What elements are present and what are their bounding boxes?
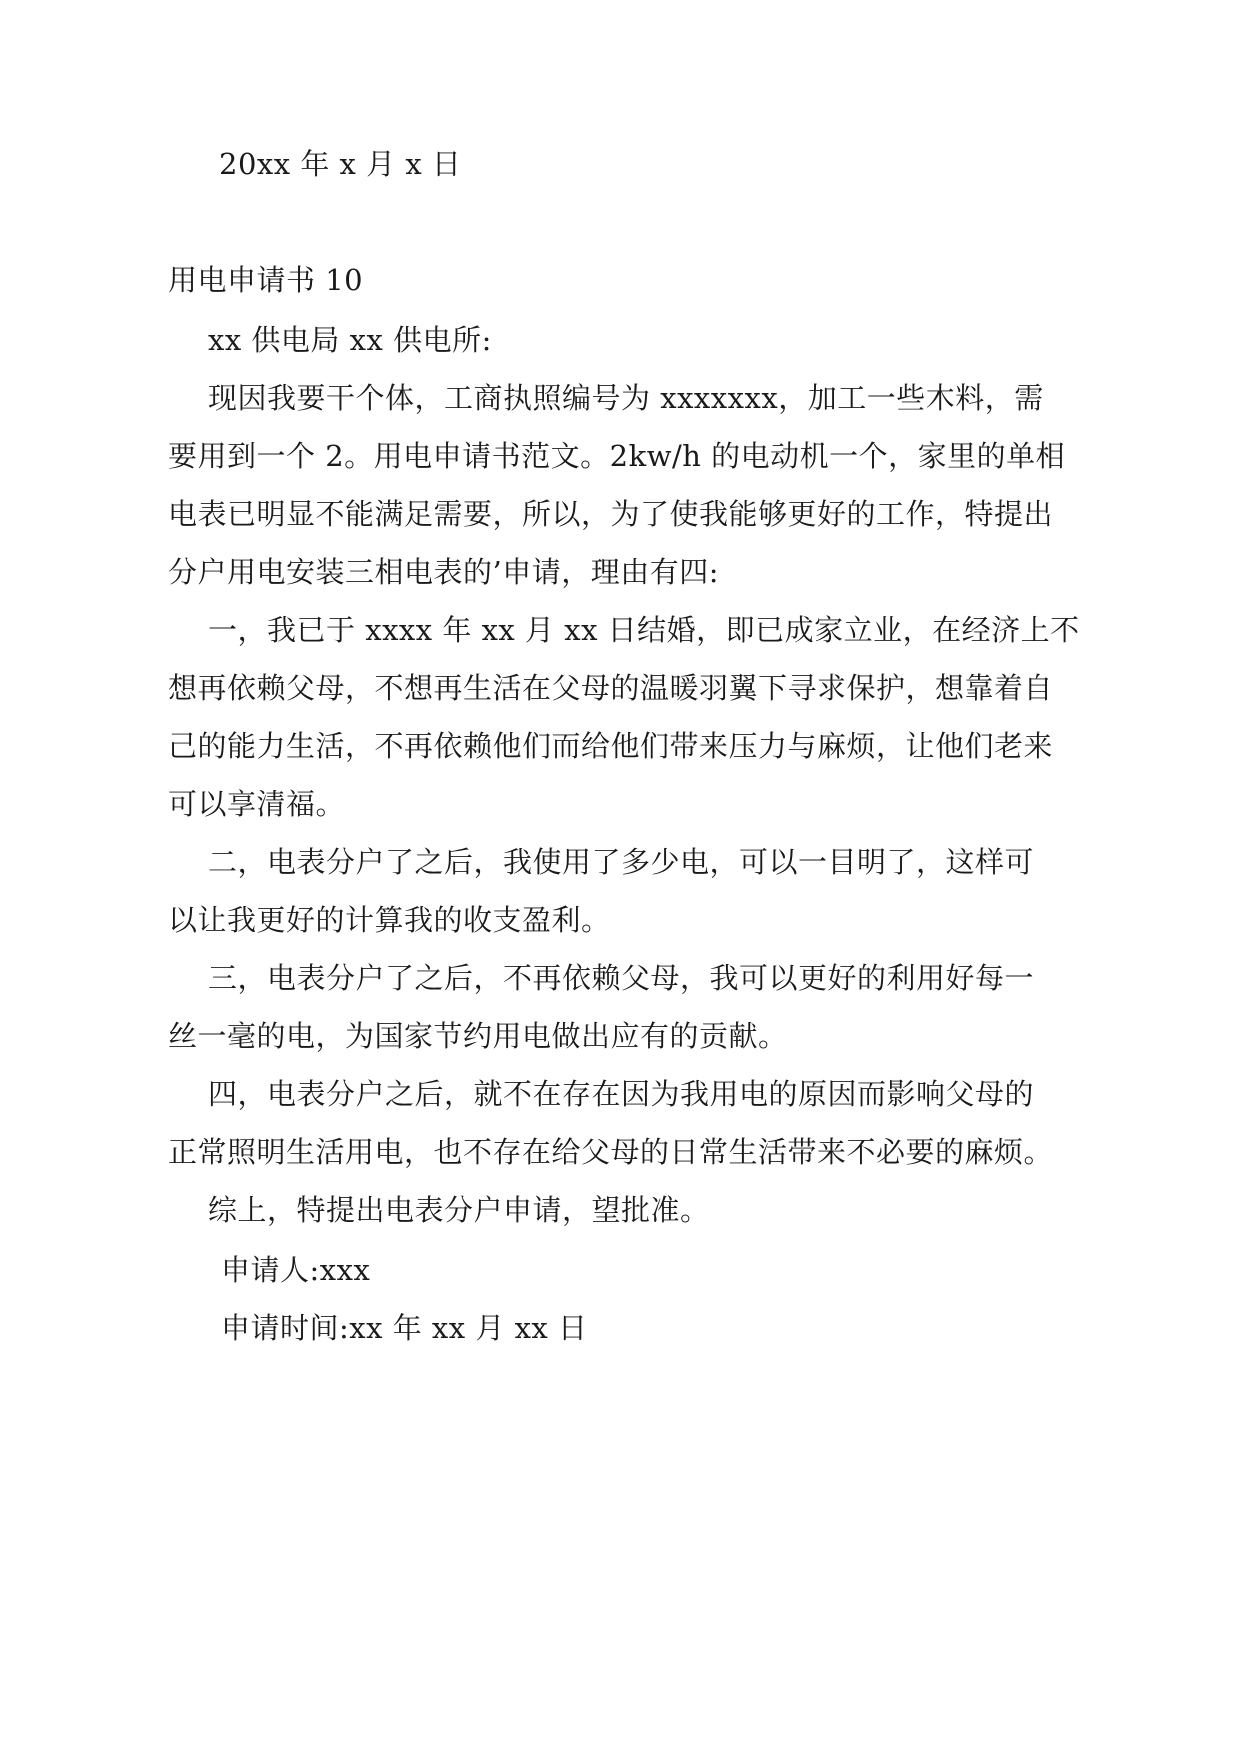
document-title: 用电申请书 10 xyxy=(168,263,364,297)
salutation: xx 供电局 xx 供电所: xyxy=(208,323,492,357)
previous-letter-date: 20xx 年 x 月 x 日 xyxy=(219,147,462,181)
paragraph-line: 正常照明生活用电，也不存在给父母的日常生活带来不必要的麻烦。 xyxy=(168,1135,1054,1169)
applicant-signature: 申请人:xxx xyxy=(221,1253,371,1287)
paragraph-line: 想再依赖父母，不想再生活在父母的温暖羽翼下寻求保护，想靠着自 xyxy=(168,671,1054,705)
paragraph-line: 丝一毫的电，为国家节约用电做出应有的贡献。 xyxy=(168,1019,788,1053)
paragraph-line: 二，电表分户了之后，我使用了多少电，可以一目明了，这样可 xyxy=(208,845,1035,879)
application-date: 申请时间:xx 年 xx 月 xx 日 xyxy=(221,1311,588,1345)
paragraph-line: 己的能力生活，不再依赖他们而给他们带来压力与麻烦，让他们老来 xyxy=(168,729,1054,763)
paragraph-line: 以让我更好的计算我的收支盈利。 xyxy=(168,903,611,937)
paragraph-line: 可以享清福。 xyxy=(168,787,346,821)
paragraph-line: 综上，特提出电表分户申请，望批准。 xyxy=(208,1193,710,1227)
paragraph-line: 现因我要干个体，工商执照编号为 xxxxxxx，加工一些木料，需 xyxy=(208,381,1044,415)
paragraph-line: 一，我已于 xxxx 年 xx 月 xx 日结婚，即已成家立业，在经济上不 xyxy=(208,613,1080,647)
paragraph-line: 四，电表分户之后，就不在存在因为我用电的原因而影响父母的 xyxy=(208,1077,1035,1111)
paragraph-line: 电表已明显不能满足需要，所以，为了使我能够更好的工作，特提出 xyxy=(168,497,1054,531)
paragraph-line: 分户用电安装三相电表的’申请，理由有四: xyxy=(168,555,719,589)
paragraph-line: 要用到一个 2。用电申请书范文。2kw/h 的电动机一个，家里的单相 xyxy=(168,439,1066,473)
paragraph-line: 三，电表分户了之后，不再依赖父母，我可以更好的利用好每一 xyxy=(208,961,1035,995)
